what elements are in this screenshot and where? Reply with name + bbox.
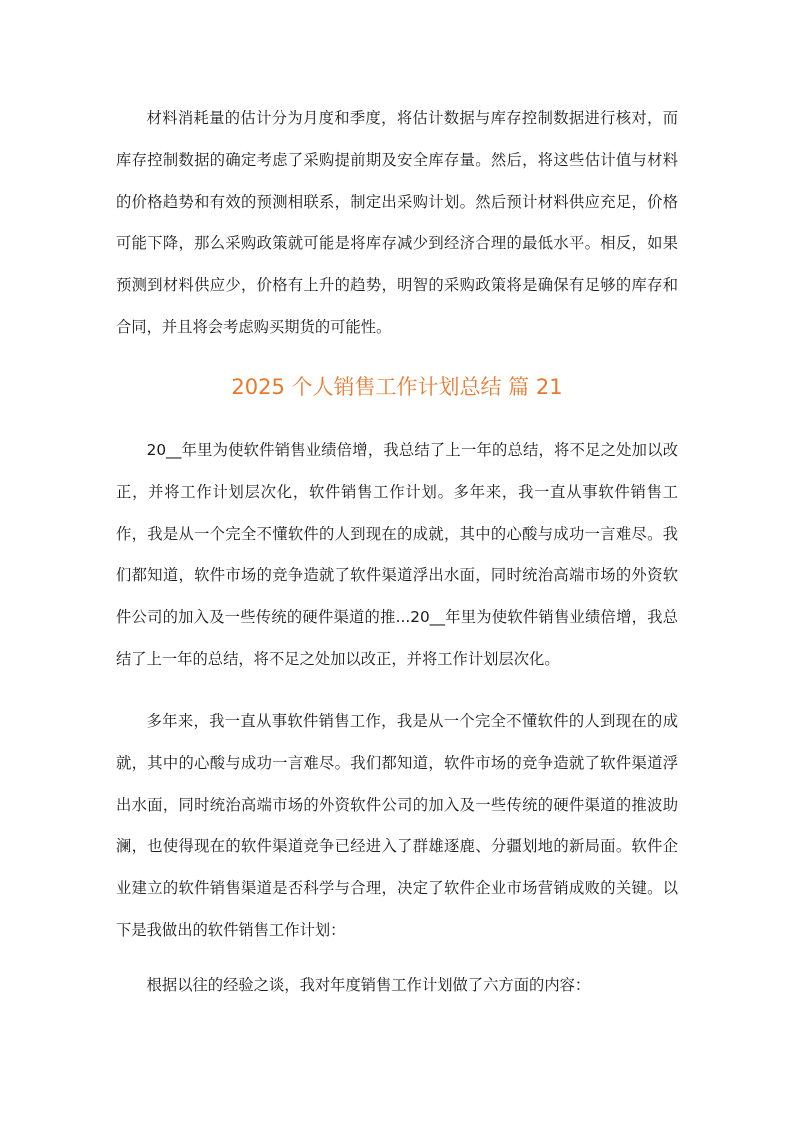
paragraph-procurement: 材料消耗量的估计分为月度和季度，将估计数据与库存控制数据进行核对，而库存控制数据的确定考虑了采购提前期及安全库存量。然后，将这些估计值与材料的价格趋势和有效的预测相联系，制定出采购计划。然后预计材料供应充足，价格可能下降，那么采购政策就可能是将库存减少到经济合理的最低水平。相反，如果预测到材料供应少，价格有上升的趋势，明智的采购政策将是确保有足够的库存和合同，并且将会考虑购买期货的可能性。 — [116, 109, 678, 336]
paragraph-plan-lead: 根据以往的经验之谈，我对年度销售工作计划做了六方面的内容： — [146, 976, 591, 994]
paragraph-intro: 20__年里为使软件销售业绩倍增，我总结了上一年的总结，将不足之处加以改正，并将工作计划层次化，软件销售工作计划。多年来，我一直从事软件销售工作，我是从一个完全不懂软件的人到现在的成就，其中的心酸与成功一言难尽。我们都知道，软件市场的竞争造就了软件渠道浮出水面，同时统治高端市场的外资软件公司的加入及一些传统的硬件渠道的推...20__年里为使软件销售业绩倍增，我总结了上一年的总结，将不足之处加以改正，并将工作计划层次化。 — [116, 441, 678, 668]
section-title: 2025 个人销售工作计划总结 篇 21 — [231, 375, 563, 399]
paragraph-experience: 多年来，我一直从事软件销售工作，我是从一个完全不懂软件的人到现在的成就，其中的心酸与成功一言难尽。我们都知道，软件市场的竞争造就了软件渠道浮出水面，同时统治高端市场的外资软件公司的加入及一些传统的硬件渠道的推波助澜，也使得现在的软件渠道竞争已经进入了群雄逐鹿、分疆划地的新局面。软件企业建立的软件销售渠道是否科学与合理，决定了软件企业市场营销成败的关键。以下是我做出的软件销售工作计划： — [116, 712, 678, 939]
